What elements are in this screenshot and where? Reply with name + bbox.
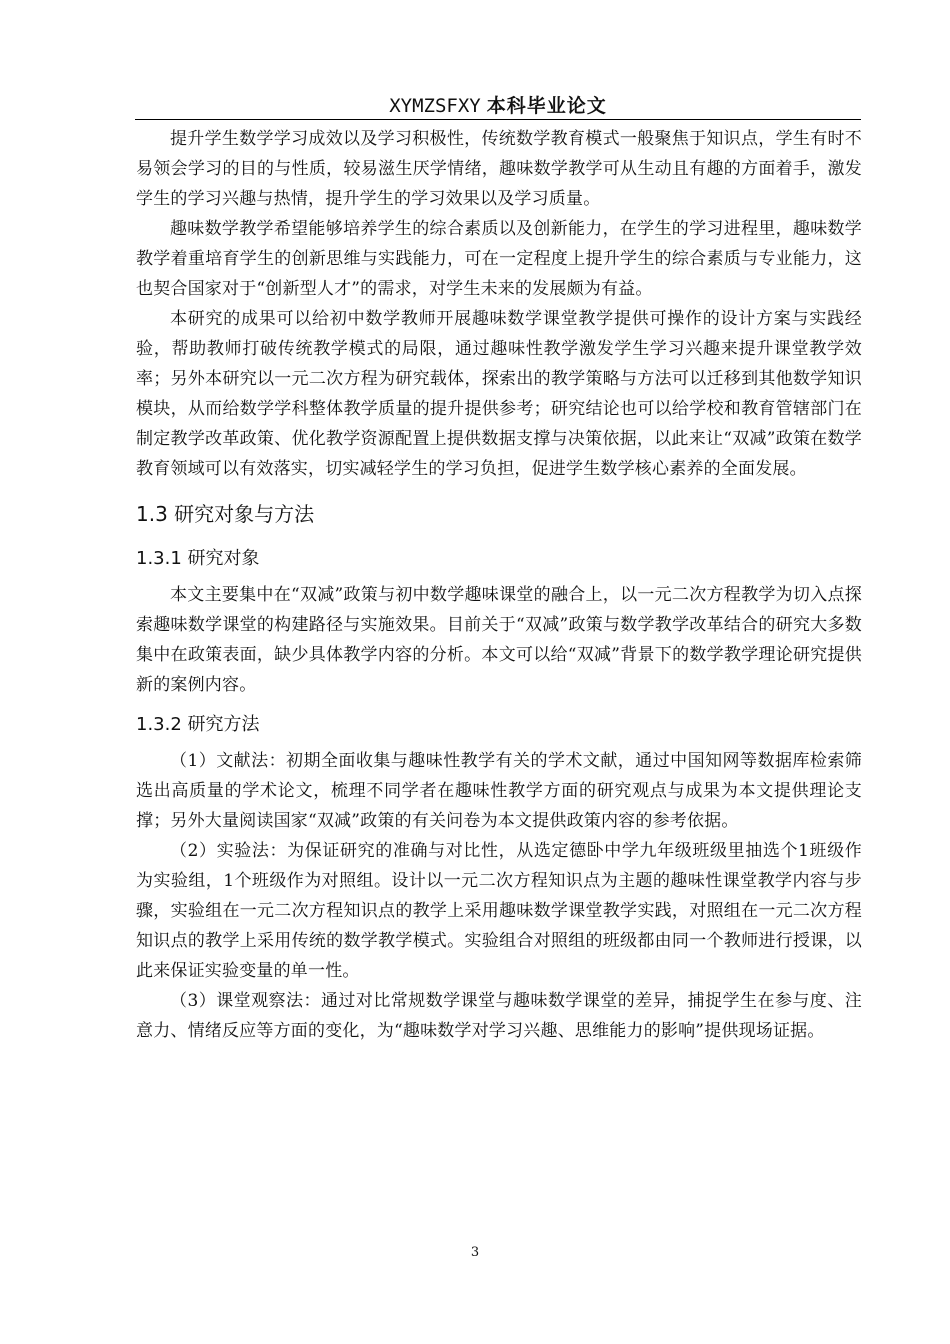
paragraph: 趣味数学教学希望能够培养学生的综合素质以及创新能力，在学生的学习进程里，趣味数学教学着重培育学生的创新思维与实践能力，可在一定程度上提升学生的综合素质与专业能力，这也契合国家对于“创新型人才”的需求，对学生未来的发展颇为有益。: [136, 219, 862, 299]
header-title: 本科毕业论文: [486, 95, 607, 117]
body-content: [136, 124, 862, 1046]
header-code: XYMZSFXY: [389, 95, 481, 117]
subsection-heading-1-3-2: 1.3.2 研究方法: [136, 714, 260, 735]
page-header: [135, 93, 861, 120]
paragraph: 提升学生数学学习成效以及学习积极性，传统数学教育模式一般聚焦于知识点，学生有时不易领会学习的目的与性质，较易滋生厌学情绪，趣味数学教学可从生动且有趣的方面着手，激发学生的学习兴趣与热情，提升学生的学习效果以及学习质量。: [136, 129, 862, 209]
paragraph-experiment-method: （2）实验法：为保证研究的准确与对比性，从选定德卧中学九年级班级里抽选个1班级作为实验组，1个班级作为对照组。设计以一元二次方程知识点为主题的趣味性课堂教学内容与步骤，实验组在一元二次方程知识点的教学上采用趣味数学课堂教学实践，对照组在一元二次方程知识点的教学上采用传统的数学教学模式。实验组合对照组的班级都由同一个教师进行授课，以此来保证实验变量的单一性。: [136, 841, 862, 981]
subsection-heading-1-3-1: 1.3.1 研究对象: [136, 548, 260, 569]
paragraph: 本文主要集中在“双减”政策与初中数学趣味课堂的融合上，以一元二次方程教学为切入点探索趣味数学课堂的构建路径与实施效果。目前关于“双减”政策与数学教学改革结合的研究大多数集中在政策表面，缺少具体教学内容的分析。本文可以给“双减”背景下的数学教学理论研究提供新的案例内容。: [136, 585, 862, 695]
section-heading-1-3: 1.3 研究对象与方法: [136, 502, 315, 526]
paragraph-literature-method: （1）文献法：初期全面收集与趣味性教学有关的学术文献，通过中国知网等数据库检索筛选出高质量的学术论文，梳理不同学者在趣味性教学方面的研究观点与成果为本文提供理论支撑；另外大量阅读国家“双减”政策的有关问卷为本文提供政策内容的参考依据。: [136, 751, 862, 831]
paragraph: 本研究的成果可以给初中数学教师开展趣味数学课堂教学提供可操作的设计方案与实践经验，帮助教师打破传统教学模式的局限，通过趣味性教学激发学生学习兴趣来提升课堂教学效率；另外本研究以一元二次方程为研究载体，探索出的教学策略与方法可以迁移到其他数学知识模块，从而给数学学科整体教学质量的提升提供参考；研究结论也可以给学校和教育管辖部门在制定教学改革政策、优化教学资源配置上提供数据支撑与决策依据，以此来让“双减”政策在数学教育领域可以有效落实，切实减轻学生的学习负担，促进学生数学核心素养的全面发展。: [136, 309, 862, 479]
paragraph-observation-method: （3）课堂观察法：通过对比常规数学课堂与趣味数学课堂的差异，捕捉学生在参与度、注意力、情绪反应等方面的变化，为“趣味数学对学习兴趣、思维能力的影响”提供现场证据。: [136, 991, 862, 1041]
page-number: 3: [470, 1245, 480, 1260]
